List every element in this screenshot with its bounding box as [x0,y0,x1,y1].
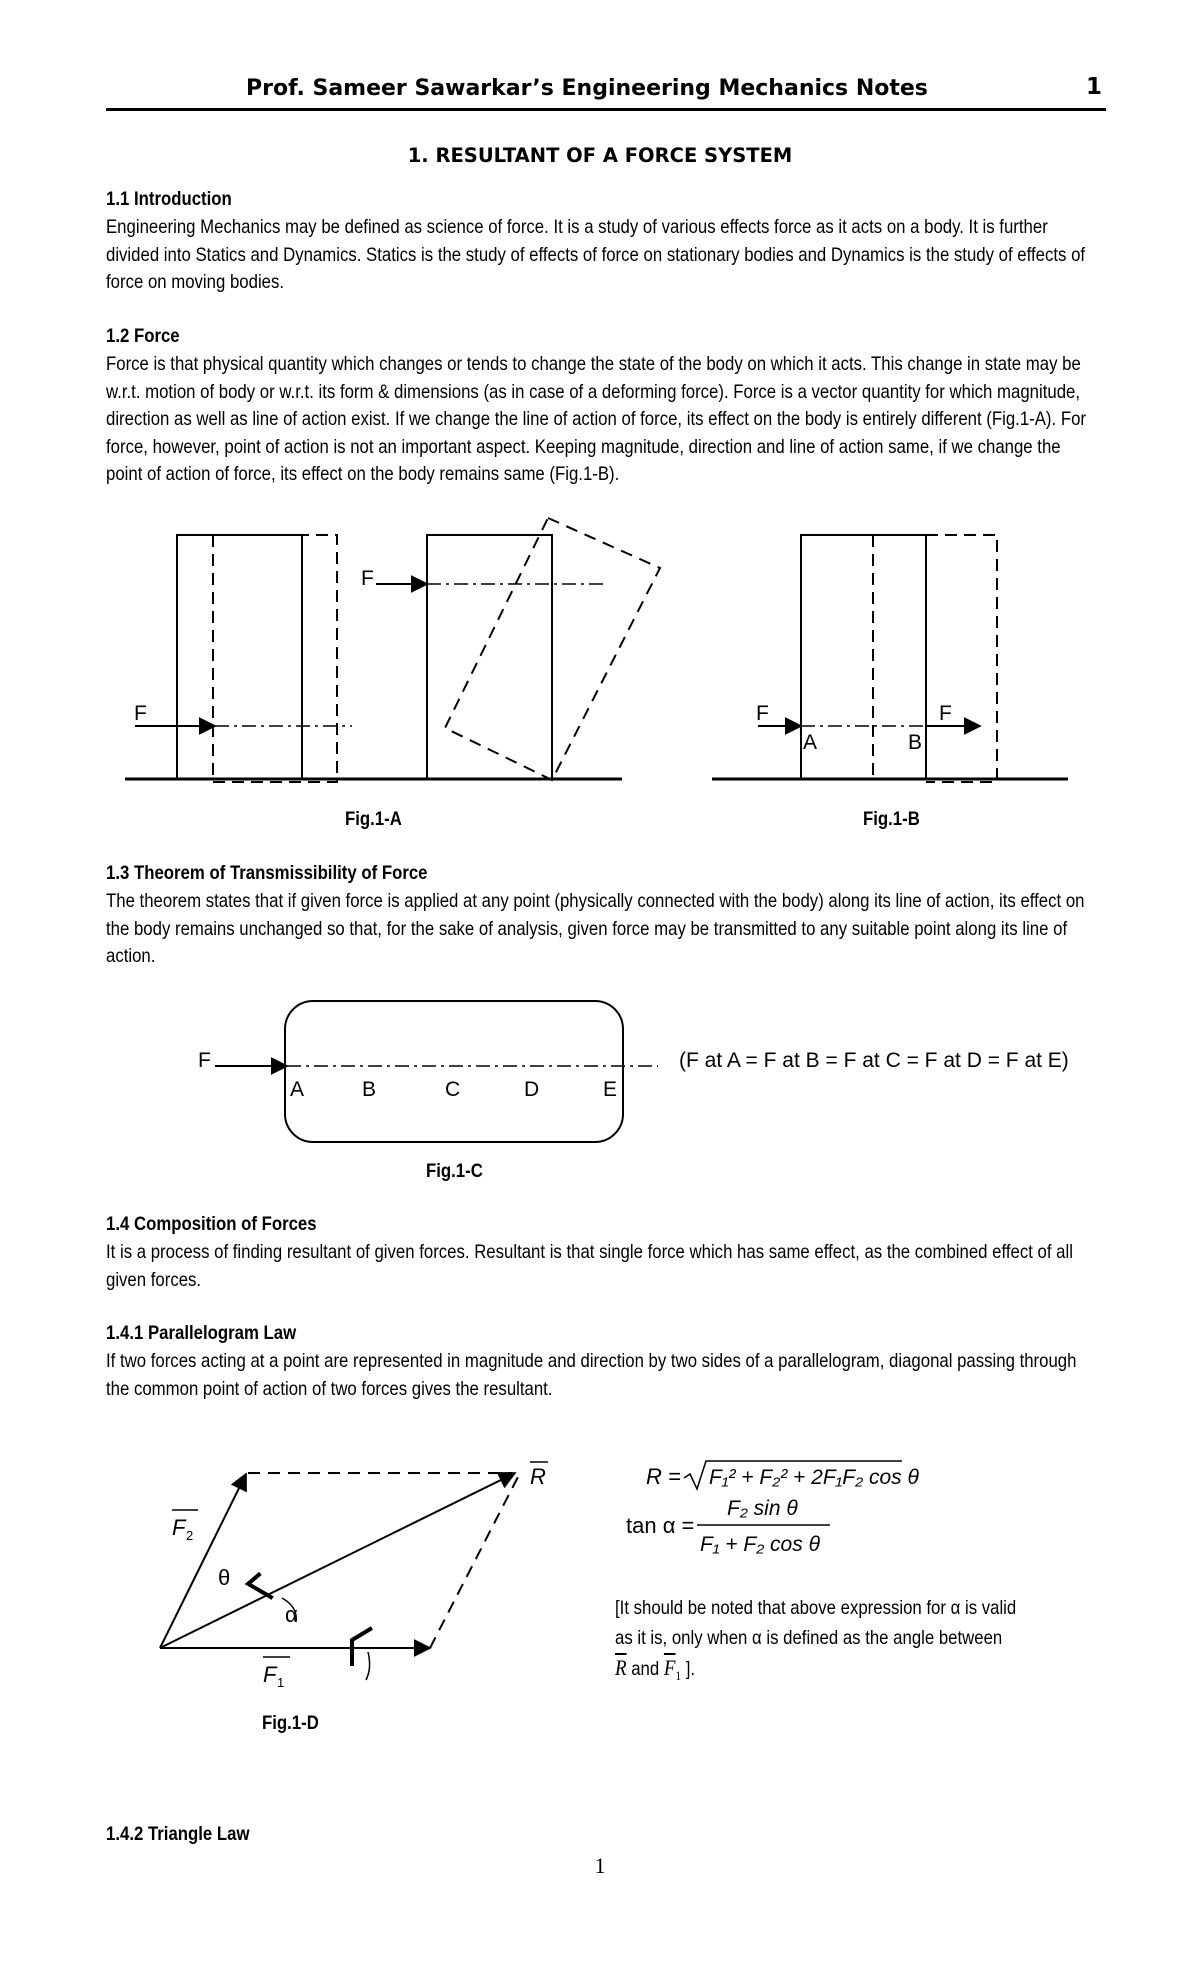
fig1c-body [285,1001,623,1142]
fig1d-angle-mark-theta [246,1571,279,1598]
fig1d-formula-r-lhs: R = [646,1464,681,1489]
section-heading-introduction: 1.1 Introduction [106,188,232,210]
fig1d-label-r: R [530,1464,546,1489]
fig1d-note-f1-sub: 1 [675,1667,682,1683]
fig1a-label-f-low: F [134,702,147,725]
page-header [106,74,1106,111]
section-body-parallelogram: If two forces acting at a point are represented in magnitude and direction by two sides of a parallelogram, diagonal passing through the common point of action of two forces gives the resultant. [106,1350,1077,1400]
fig1d-label-f1-sub: 1 [277,1675,285,1690]
figure-1a-1b [0,500,1200,830]
fig1d-label-f2: F [172,1515,186,1540]
fig1d-angle-arc-f1 [366,1652,370,1680]
section-body-composition: It is a process of finding resultant of given forces. Resultant is that single force which has same effect, as the combined effect of all given forces. [106,1241,1073,1291]
section-heading-force: 1.2 Force [106,325,180,347]
fig1d-caption: Fig.1-D [262,1712,319,1734]
fig1a-caption: Fig.1-A [345,808,402,830]
section-body-force: Force is that physical quantity which changes or tends to change the state of the body on which it acts. This change in state may be w.r.t. motion of body or w.r.t. its form & dimensions (as in case of a deforming force). Force is a vector quantity for which magnitude, direction as well as line of action exist. If we change the line of action of force, its effect on the body is entirely different (Fig.1-A). For force, however, point of action is not an important aspect. Keeping magnitude, direction and line of action same, if we change the point of action of force, its effect on the body remains same (Fig.1-B). [106,353,1086,485]
fig1d-label-f1: F [263,1662,277,1687]
fig1d-note-r: $\overline{R}$ [615,1655,627,1680]
fig1b-caption: Fig.1-B [863,808,920,830]
section-body-introduction: Engineering Mechanics may be defined as science of force. It is a study of various effects force as it acts on a body. It is further divided into Statics and Dynamics. Statics is the study of effects of force on stationary bodies and Dynamics is the study of effects of force on moving bodies. [106,216,1086,293]
fig1d-label-alpha: α [285,1602,298,1627]
fig1d-label-f2-sub: 2 [186,1528,194,1543]
fig1d-formula-tan-num: F₂ sin θ [727,1497,798,1520]
section-heading-transmissibility: 1.3 Theorem of Transmissibility of Force [106,862,428,884]
fig1a-label-f-high: F [361,567,374,590]
fig1b-body [758,535,997,782]
chapter-title: 1. RESULTANT OF A FORCE SYSTEM [407,144,793,167]
fig1d-dashed-right [430,1473,520,1648]
fig1c-label-f: F [198,1049,211,1072]
fig1c-equation: (F at A = F at B = F at C = F at D = F at E) [679,1049,1069,1072]
section-heading-parallelogram: 1.4.1 Parallelogram Law [106,1322,297,1344]
fig1d-note-and: and [631,1658,660,1680]
fig1d-vector-f2 [160,1474,246,1648]
section-heading-triangle: 1.4.2 Triangle Law [106,1823,250,1845]
fig1c-point-e: E [603,1078,618,1101]
fig1d-formula-tan-lhs: tan α = [626,1513,695,1538]
header-title: Prof. Sameer Sawarkar’s Engineering Mechanics Notes [246,76,928,101]
fig1c-point-d: D [524,1078,540,1101]
figure-1c [0,990,1200,1150]
fig1c-caption: Fig.1-C [426,1160,483,1182]
header-page-number: 1 [1085,74,1102,100]
fig1a-left-body [135,535,352,782]
fig1d-note-f1: $\overline{F}$ [663,1655,676,1680]
section-heading-composition: 1.4 Composition of Forces [106,1213,317,1235]
fig1d-note-line2: as it is, only when α is defined as the angle between [615,1627,1003,1649]
fig1c-point-b: B [362,1078,377,1101]
fig1b-label-a: A [803,731,818,754]
fig1d-note-end: ]. [685,1658,696,1680]
footer-page-number: 1 [594,1853,606,1878]
fig1b-label-f-right: F [939,702,952,725]
fig1d-label-theta: θ [218,1565,231,1590]
fig1a-right-body [376,518,660,780]
fig1b-label-f-left: F [756,702,769,725]
fig1d-note-line1: [It should be noted that above expression for α is valid [615,1597,1017,1619]
fig1d-formula-tan-den: F₁ + F₂ cos θ [700,1533,820,1556]
fig1c-point-a: A [290,1078,305,1101]
section-body-transmissibility: The theorem states that if given force is applied at any point (physically connected with the body) along its line of action, its effect on the body remains unchanged so that, for the sake of analysis, given force may be transmitted to any suitable point along its line of action. [106,890,1085,967]
fig1b-label-b: B [908,731,923,754]
fig1d-note [615,1593,1016,1691]
fig1d-formula-r-rhs: F₁² + F₂² + 2F₁F₂ cos θ [709,1466,919,1489]
figure-1d [0,1420,1200,1700]
fig1d-vector-r [160,1473,515,1648]
fig1d-note-line3 [615,1653,1016,1691]
fig1c-point-c: C [445,1078,461,1101]
